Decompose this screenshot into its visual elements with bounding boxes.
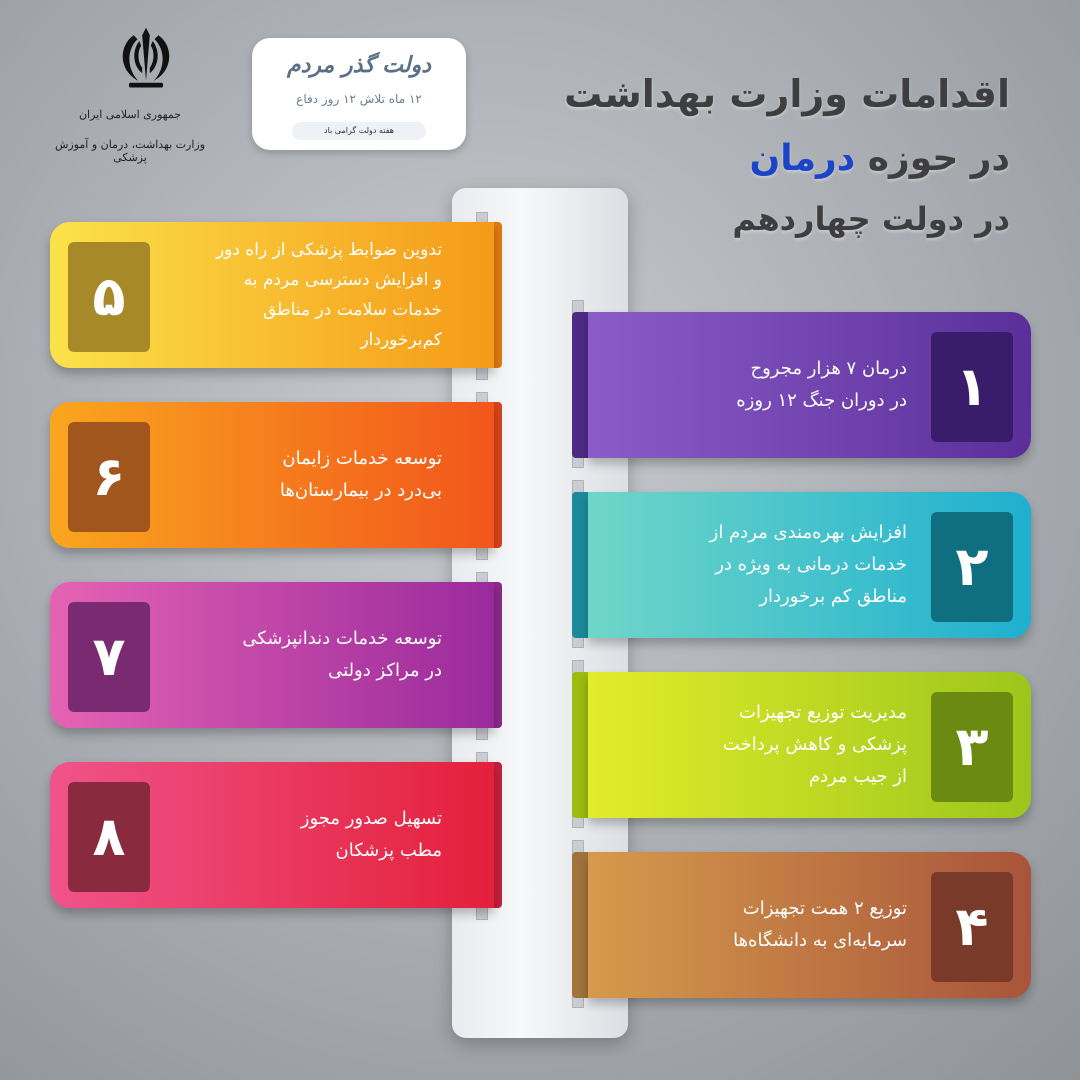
card-7 [50, 582, 494, 728]
card-8-line: تسهیل صدور مجوز [300, 808, 442, 829]
card-5-line: خدمات سلامت در مناطق [262, 300, 442, 320]
government-week-badge [252, 38, 466, 150]
card-3 [588, 672, 1031, 818]
card-5-line: و افزایش دسترسی مردم به [243, 270, 442, 290]
card-5-line: تدوین ضوابط پزشکی از راه دور [215, 240, 442, 260]
card-6-number: ۶ [68, 422, 150, 532]
card-1 [588, 312, 1031, 458]
title-line-1: اقدامات وزارت بهداشت [564, 72, 1010, 116]
card-7-line: توسعه خدمات دندانپزشکی [242, 628, 442, 649]
card-4-text [607, 852, 907, 998]
card-3-line: مدیریت توزیع تجهیزات [739, 702, 907, 723]
emblem-caption-ministry: وزارت بهداشت، درمان و آموزش پزشکی [54, 138, 206, 164]
card-3-number: ۳ [931, 692, 1013, 802]
badge-name: دولت گذر مردم [286, 52, 432, 78]
card-1-number: ۱ [931, 332, 1013, 442]
title-line-2-prefix: در حوزه [855, 138, 1010, 179]
card-3-line: پزشکی و کاهش پرداخت [722, 734, 907, 755]
badge-slogan: ۱۲ ماه تلاش ۱۲ روز دفاع [296, 92, 422, 106]
card-4-line: توزیع ۲ همت تجهیزات [742, 898, 907, 919]
card-8 [50, 762, 494, 908]
card-4-line: سرمایه‌ای به دانشگاه‌ها [733, 930, 907, 951]
card-5-line: کم‌برخوردار [360, 330, 442, 350]
card-8-text [152, 762, 442, 908]
card-3-line: از جیب مردم [808, 766, 907, 787]
card-2-line: افزایش بهره‌مندی مردم از [709, 522, 907, 543]
card-7-line: در مراکز دولتی [328, 660, 442, 681]
card-6 [50, 402, 494, 548]
card-8-line: مطب پزشکان [335, 840, 442, 861]
title-line-3: در دولت چهاردهم [732, 200, 1010, 238]
card-7-text [152, 582, 442, 728]
card-5-text [152, 222, 442, 368]
emblem-caption-country: جمهوری اسلامی ایران [78, 108, 182, 121]
title-highlight: درمان [749, 138, 856, 179]
card-3-text [607, 672, 907, 818]
card-2 [588, 492, 1031, 638]
card-5-number: ۵ [68, 242, 150, 352]
iran-emblem-icon [108, 22, 184, 98]
card-8-number: ۸ [68, 782, 150, 892]
card-6-line: بی‌درد در بیمارستان‌ها [279, 480, 442, 501]
card-6-text [152, 402, 442, 548]
badge-footer: هفته دولت گرامی باد [292, 122, 426, 140]
card-4-number: ۴ [931, 872, 1013, 982]
card-6-line: توسعه خدمات زایمان [282, 448, 442, 469]
card-7-number: ۷ [68, 602, 150, 712]
card-5 [50, 222, 494, 368]
card-1-text [607, 312, 907, 458]
card-2-number: ۲ [931, 512, 1013, 622]
card-4 [588, 852, 1031, 998]
card-1-line: درمان ۷ هزار مجروح [750, 358, 907, 379]
card-2-line: خدمات درمانی به ویژه در [715, 554, 907, 575]
card-2-line: مناطق کم برخوردار [759, 586, 907, 607]
title-line-2 [750, 138, 1011, 179]
card-1-line: در دوران جنگ ۱۲ روزه [736, 390, 907, 411]
card-2-text [607, 492, 907, 638]
